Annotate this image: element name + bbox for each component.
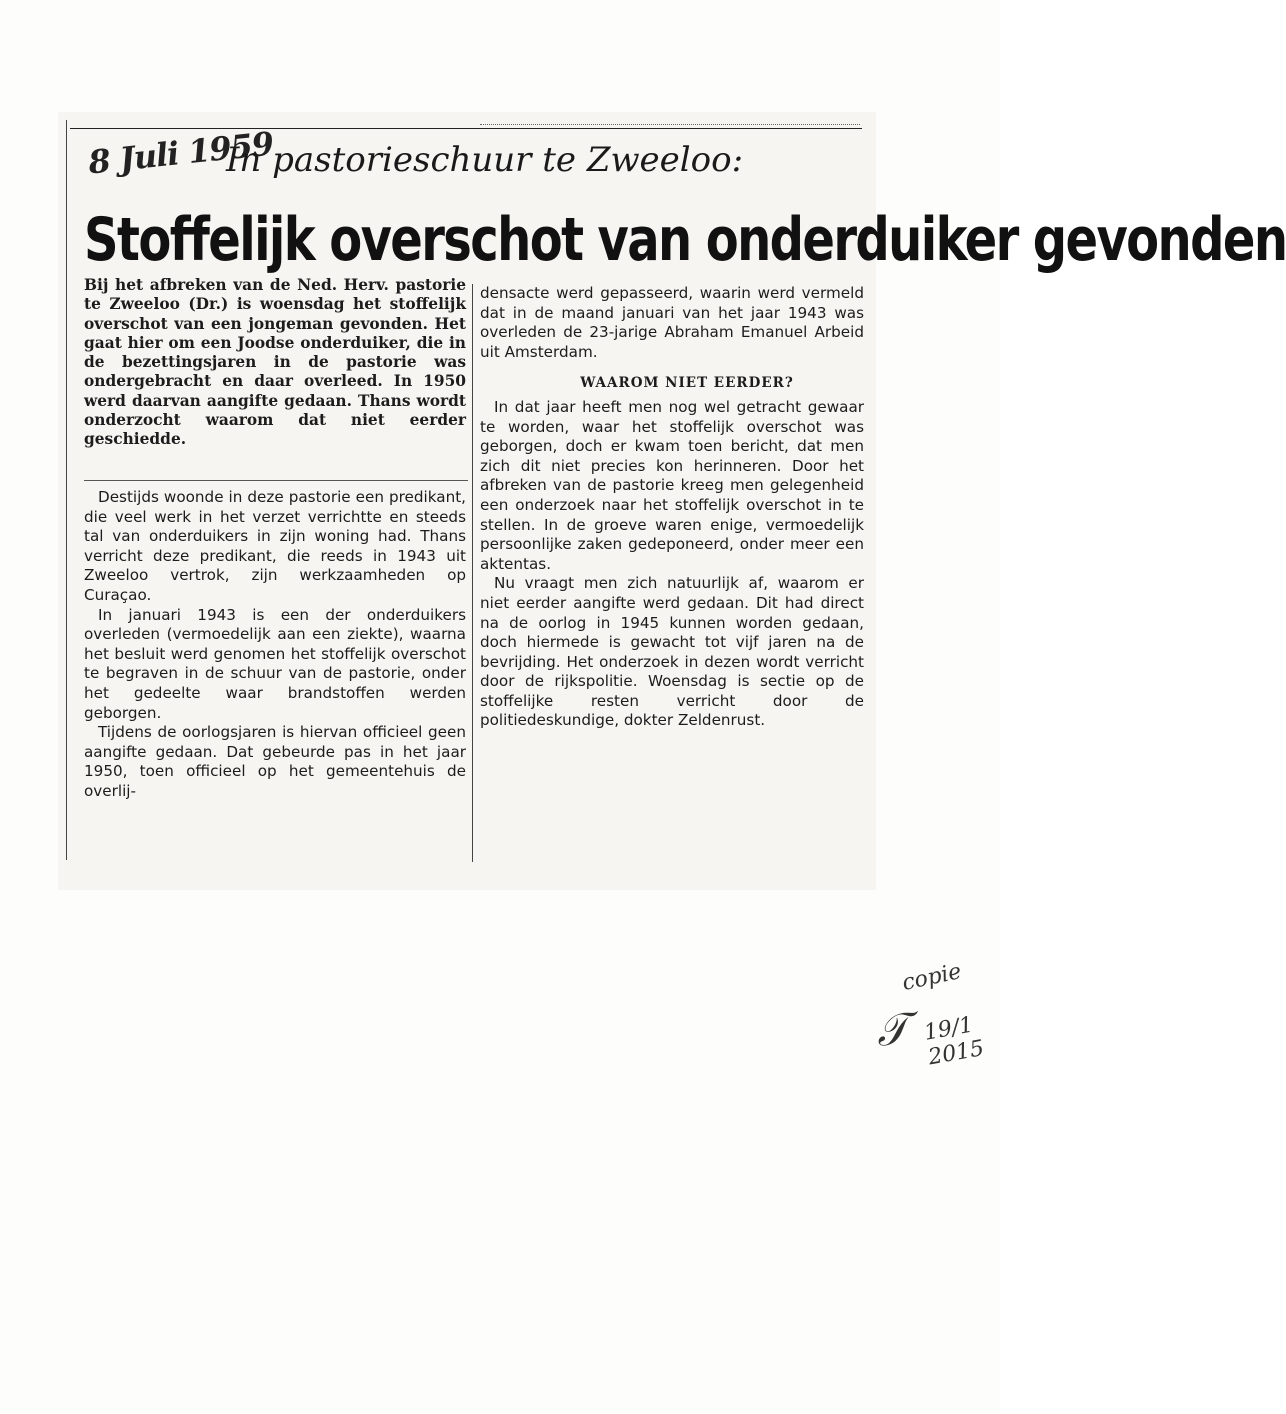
article-column-1: [84, 488, 466, 802]
top-rule: [70, 128, 862, 129]
kicker-headline: In pastorieschuur te Zweeloo:: [226, 140, 744, 180]
handwritten-date: 8 Juli 1959: [86, 124, 275, 182]
handwritten-annotation: [862, 959, 992, 1105]
copy-mark: copie: [900, 959, 964, 996]
main-headline: Stoffelijk overschot van onderduiker gevonden: [84, 205, 1286, 275]
signature-icon: 𝒯: [872, 1003, 912, 1057]
article-column-2: [480, 284, 864, 731]
column-divider: [472, 284, 473, 862]
col1-paragraph-1: Destijds woonde in deze pastorie een predikant, die veel werk in het verzet verrichtte en steeds tal van onderduikers in zijn woning had. Thans verricht deze predikant, die reeds in 1943 uit Zweeloo vertrok, zijn werkzaamheden op Curaçao.: [84, 488, 466, 604]
annotation-date: 19/1 2015: [922, 1012, 986, 1071]
col1-paragraph-2: In januari 1943 is een der onderduikers overleden (vermoedelijk aan een ziekte), waarna het besluit werd genomen het stoffelijk overschot te begraven in de schuur van de pastorie, onder het gedeelte waar brandstoffen werden geborgen.: [84, 605, 466, 722]
col2-paragraph-2: Nu vraagt men zich natuurlijk af, waarom er niet eerder aangifte werd gedaan. Dit had direct na de oorlog in 1945 kunnen worden gedaan, doch hiermede is gewacht tot vijf jaren na de bevrijding. Het onderzoek in dezen wordt verricht door de rijkspolitie. Woensdag is sectie op de stoffelijke resten verricht door de politiedeskundige, dokter Zeldenrust.: [480, 574, 864, 730]
col2-paragraph-1: In dat jaar heeft men nog wel getracht gewaar te worden, waar het stoffelijk overschot was geborgen, doch er kwam toen bericht, dat men zich dit niet precies kon herinneren. Door het afbreken van de pastorie kreeg men gelegenheid een onderzoek naar het stoffelijk overschot in te stellen. In de groeve waren enige, vermoedelijk persoonlijke zaken gedeponeerd, onder meer een aktentas.: [480, 397, 864, 573]
col2-continuation: densacte werd gepasseerd, waarin werd vermeld dat in de maand januari van het jaar 1943 was overleden de 23-jarige Abraham Emanuel Arbeid uit Amsterdam.: [480, 284, 864, 361]
left-column-rule: [66, 120, 67, 860]
subheading: WAAROM NIET EERDER?: [580, 375, 794, 392]
top-rule-dotted: [480, 124, 860, 125]
annotation-year: 2015: [926, 1036, 986, 1071]
lead-underline: [84, 480, 468, 481]
lead-paragraph: [84, 276, 466, 450]
col1-paragraph-3: Tijdens de oorlogsjaren is hiervan officieel geen aangifte gedaan. Dat gebeurde pas in het jaar 1950, toen officieel op het gemeentehuis de overlij-: [84, 723, 466, 800]
lead-text: Bij het afbreken van de Ned. Herv. pastorie te Zweeloo (Dr.) is woensdag het stoffelijk overschot van een jongeman gevonden. Het gaat hier om een Joodse onderduiker, die in de bezettingsjaren in de pastorie was ondergebracht en daar overleed. In 1950 werd daarvan aangifte gedaan. Thans wordt onderzocht waarom dat niet eerder geschiedde.: [84, 276, 466, 449]
